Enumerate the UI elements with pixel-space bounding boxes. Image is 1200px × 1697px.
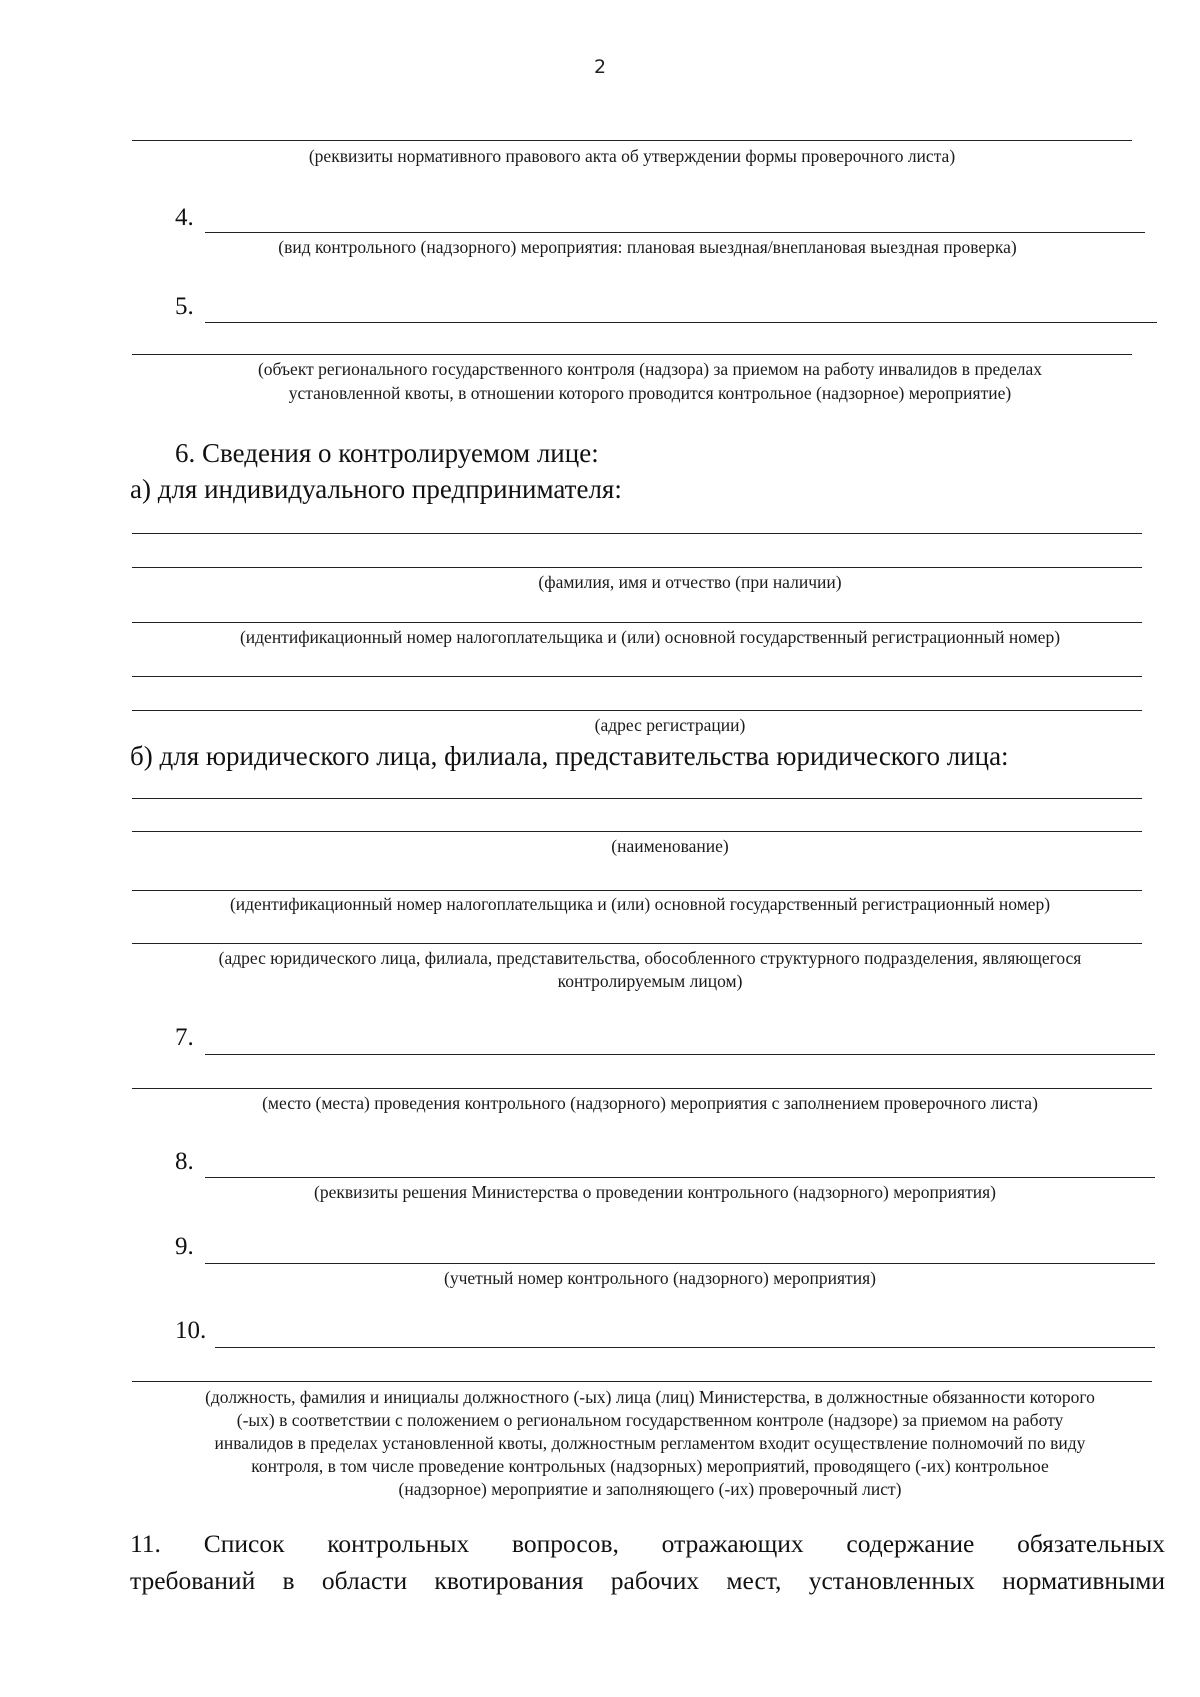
item6a-inn-caption: (идентификационный номер налогоплательщика и (или) основной государственный регистрационный номер) <box>239 627 1061 647</box>
item6-heading: 6. Сведения о контролируемом лице: <box>175 438 599 468</box>
item10-caption-line5: (надзорное) мероприятие и заполняющего (-их) проверочный лист) <box>398 1479 902 1499</box>
item6a-fio-caption: (фамилия, имя и отчество (при наличии) <box>538 572 842 592</box>
item7-field-line[interactable] <box>205 1054 1155 1055</box>
item5-field-line-2[interactable] <box>132 354 1132 355</box>
item5-caption-line2: установленной квоты, в отношении которого проводится контрольное (надзорное) мероприятие) <box>288 383 1012 403</box>
item4-number: 4. <box>175 204 194 231</box>
item6-subheading-a: а) для индивидуального предпринимателя: <box>130 474 622 504</box>
item6b-field-line-1[interactable] <box>132 798 1142 799</box>
item8-caption: (реквизиты решения Министерства о проведении контрольного (надзорного) мероприятия) <box>314 1182 996 1202</box>
item6b-field-line-2[interactable] <box>132 831 1142 832</box>
item6a-field-line-2[interactable] <box>132 567 1142 568</box>
item6a-addr-caption: (адрес регистрации) <box>594 715 746 735</box>
item10-field-line-2[interactable] <box>132 1381 1152 1382</box>
item4-caption: (вид контрольного (надзорного) мероприятия: плановая выездная/внеплановая выездная проверка) <box>278 237 1017 257</box>
item7-caption: (место (места) проведения контрольного (надзорного) мероприятия с заполнением проверочного листа) <box>262 1093 1038 1113</box>
item8-number: 8. <box>175 1148 194 1175</box>
item5-caption-line1: (объект регионального государственного контроля (надзора) за приемом на работу инвалидов в пределах <box>257 359 1043 379</box>
item6a-addr-field-line-1[interactable] <box>132 676 1142 677</box>
item4-field-line[interactable] <box>205 232 1145 233</box>
item6-subheading-b: б) для юридического лица, филиала, представительства юридического лица: <box>130 741 1009 771</box>
item6a-addr-field-line-2[interactable] <box>132 710 1142 711</box>
item10-number: 10. <box>175 1317 207 1344</box>
item10-caption-line4: контроля, в том числе проведение контрольных (надзорных) мероприятий, проводящего (-их) контрольное <box>251 1456 1049 1476</box>
page-number: 2 <box>593 56 607 78</box>
item11-line2: требований в области квотирования рабочих мест, установленных нормативными <box>130 1566 1165 1595</box>
item10-caption-line1: (должность, фамилия и инициалы должностного (-ых) лица (лиц) Министерства, в должностные обязанности которого <box>205 1387 1095 1407</box>
item6a-inn-field-line[interactable] <box>132 622 1142 623</box>
item6b-addr-field-line[interactable] <box>132 943 1142 944</box>
act-requisites-line[interactable] <box>132 140 1132 141</box>
item9-number: 9. <box>175 1233 194 1260</box>
item5-number: 5. <box>175 293 194 320</box>
item6a-field-line-1[interactable] <box>132 533 1142 534</box>
item7-field-line-2[interactable] <box>132 1088 1152 1089</box>
item9-caption: (учетный номер контрольного (надзорного) мероприятия) <box>444 1268 876 1288</box>
item11-line1: 11. Список контрольных вопросов, отражающих содержание обязательных <box>130 1529 1165 1558</box>
item8-field-line[interactable] <box>205 1177 1155 1178</box>
item9-field-line[interactable] <box>205 1263 1155 1264</box>
item6b-inn-caption: (идентификационный номер налогоплательщика и (или) основной государственный регистрационный номер) <box>229 894 1051 914</box>
item10-caption-line2: (-ых) в соответствии с положением о региональном государственном контроле (надзоре) за приемом на работу <box>236 1410 1064 1430</box>
item5-field-line[interactable] <box>205 322 1157 323</box>
item7-number: 7. <box>175 1024 194 1051</box>
item10-field-line[interactable] <box>215 1347 1155 1348</box>
act-requisites-caption: (реквизиты нормативного правового акта об утверждении формы проверочного листа) <box>308 146 956 166</box>
item6b-addr-caption-line1: (адрес юридического лица, филиала, представительства, обособленного структурного подразделения, являющегося <box>218 948 1082 968</box>
item6b-inn-field-line[interactable] <box>132 890 1142 891</box>
item6b-name-caption: (наименование) <box>611 836 729 856</box>
item10-caption-line3: инвалидов в пределах установленной квоты, должностным регламентом входит осуществление полномочий по виду <box>214 1433 1086 1453</box>
item6b-addr-caption-line2: контролируемым лицом) <box>557 971 743 991</box>
